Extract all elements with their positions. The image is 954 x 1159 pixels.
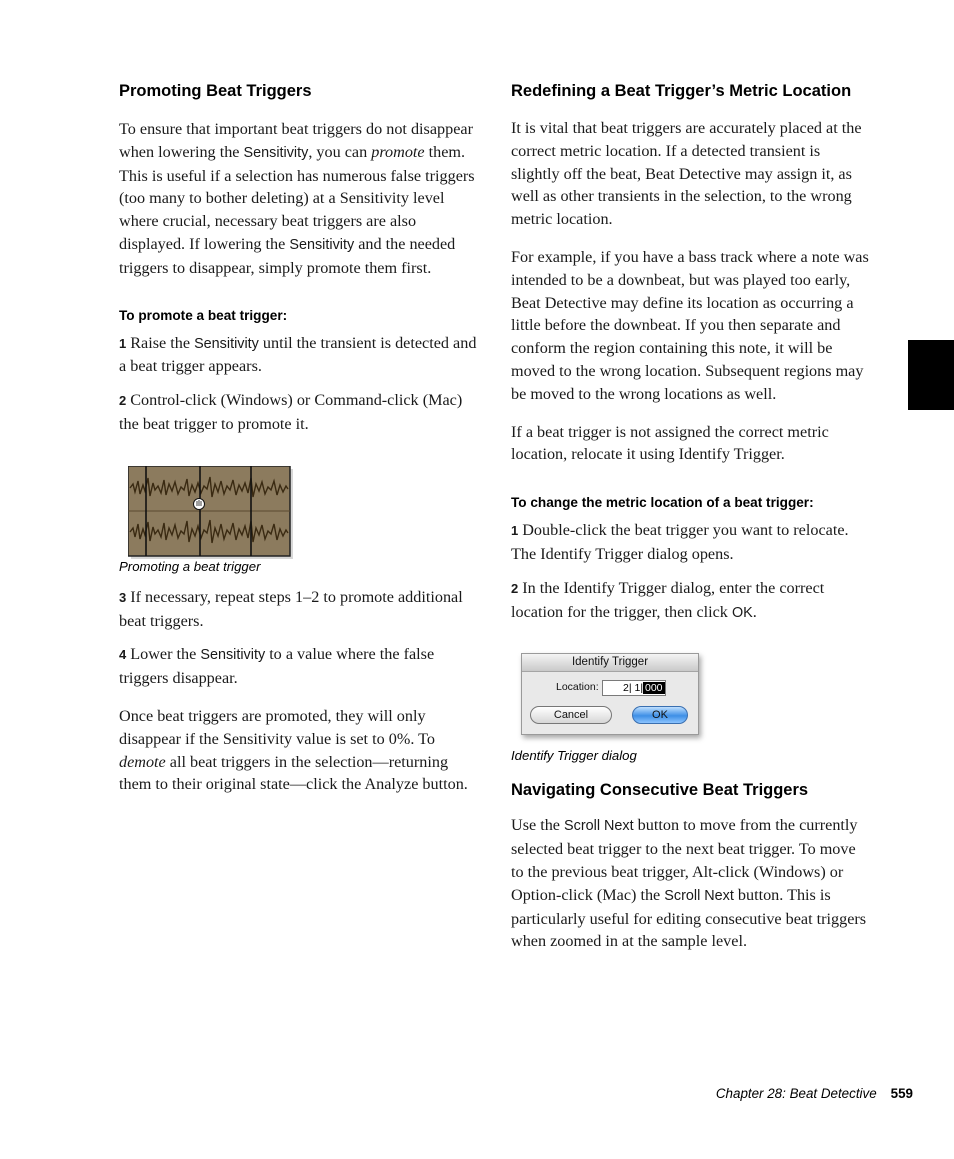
section-heading-redefining: Redefining a Beat Trigger’s Metric Location [511,82,852,100]
step-4: 4 Lower the Sensitivity to a value where the false triggers disappear. [119,645,435,688]
figure-caption-identify-trigger: Identify Trigger dialog [511,748,637,764]
step-number: 2 [511,580,519,596]
step-2: 2 In the Identify Trigger dialog, enter the correct location for the trigger, then click OK. [511,578,825,621]
ui-term-scroll-next: Scroll Next [564,818,634,835]
ok-button[interactable]: OK [632,706,688,724]
waveform-image [128,466,298,562]
ui-term-scroll-next: Scroll Next [664,887,734,904]
step-3: 3 If necessary, repeat steps 1–2 to promote additional beat triggers. [119,587,463,630]
paragraph-scroll-next: Use the Scroll Next button to move from the currently selected beat trigger to the next beat trigger. To move to the previous beat trigger, Alt-click (Windows) or Option-click (Mac) the Scroll Next button. This is particularly useful for editing consecutive beat triggers when zoomed in at the sample level. [511,816,867,951]
chapter-thumb-tab [908,340,954,410]
step-number: 1 [119,335,127,351]
ui-term-sensitivity: Sensitivity [289,236,355,253]
section-heading-promoting: Promoting Beat Triggers [119,82,312,100]
page-number: 559 [890,1086,913,1101]
step-number: 3 [119,589,127,605]
dialog-title: Identify Trigger [522,654,698,672]
ui-term-sensitivity: Sensitivity [200,647,266,664]
chapter-label: Chapter 28: Beat Detective [715,1086,877,1101]
location-field[interactable] [602,680,666,696]
procedure-heading-promote: To promote a beat trigger: [119,307,288,323]
hand-cursor-icon [194,498,205,509]
page-footer [716,1086,913,1101]
procedure-heading-change-location: To change the metric location of a beat trigger: [511,495,814,511]
step-number: 2 [119,393,127,409]
waveform-figure [128,466,290,558]
emphasis-promote: promote [371,142,425,161]
paragraph-metric-intro: It is vital that beat triggers are accurately placed at the correct metric location. If a detected transient is slightly off the beat, Beat Detective may assign it, as well as other transients in the selection, to the wrong metric location. [511,119,862,229]
paragraph-relocate: If a beat trigger is not assigned the correct metric location, relocate it using Identify Trigger. [511,422,829,464]
ui-term-sensitivity: Sensitivity [243,144,309,161]
location-label: Location: [556,681,599,694]
paragraph-demote: Once beat triggers are promoted, they will only disappear if the Sensitivity value is set to 0%. To demote all beat triggers in the selection—returning them to their original state—click the Analyze button. [119,706,468,794]
location-selected-ticks: 000 [645,682,663,695]
left-column [119,80,479,796]
step-number: 1 [511,523,519,539]
paragraph-example: For example, if you have a bass track where a note was intended to be a downbeat, but was played too early, Beat Detective may define its location as occurring a little before the downbeat. If you then separate and conform the region containing this note, it will be moved to the wrong location. Subsequent regions may be moved to the wrong locations as well. [511,247,869,403]
ui-term-sensitivity: Sensitivity [194,335,259,352]
step-number: 4 [119,647,127,663]
right-column [511,80,871,953]
step-2: 2 Control-click (Windows) or Command-click (Mac) the beat trigger to promote it. [119,391,463,433]
identify-trigger-dialog [521,653,699,735]
step-1: 1 Double-click the beat trigger you want to relocate. The Identify Trigger dialog opens. [511,521,849,563]
figure-caption-promoting: Promoting a beat trigger [119,558,261,574]
ui-term-ok: OK [731,604,753,621]
location-value: 2| 1| [623,682,644,695]
cancel-button[interactable]: Cancel [530,706,612,724]
paragraph-promote-intro: To ensure that important beat triggers do not disappear when lowering the Sensitivity, you can promote them. This is useful if a selection has numerous false triggers (too many to bother deleting) at a Sensitivity level where crucial, necessary beat triggers are also displayed. If lowering the Sensitivity and the needed triggers to disappear, simply promote them first. [119,120,475,277]
step-1: 1 Raise the Sensitivity until the transient is detected and a beat trigger appears. [119,333,477,376]
emphasis-demote: demote [119,752,166,771]
section-heading-navigating: Navigating Consecutive Beat Triggers [511,781,809,800]
